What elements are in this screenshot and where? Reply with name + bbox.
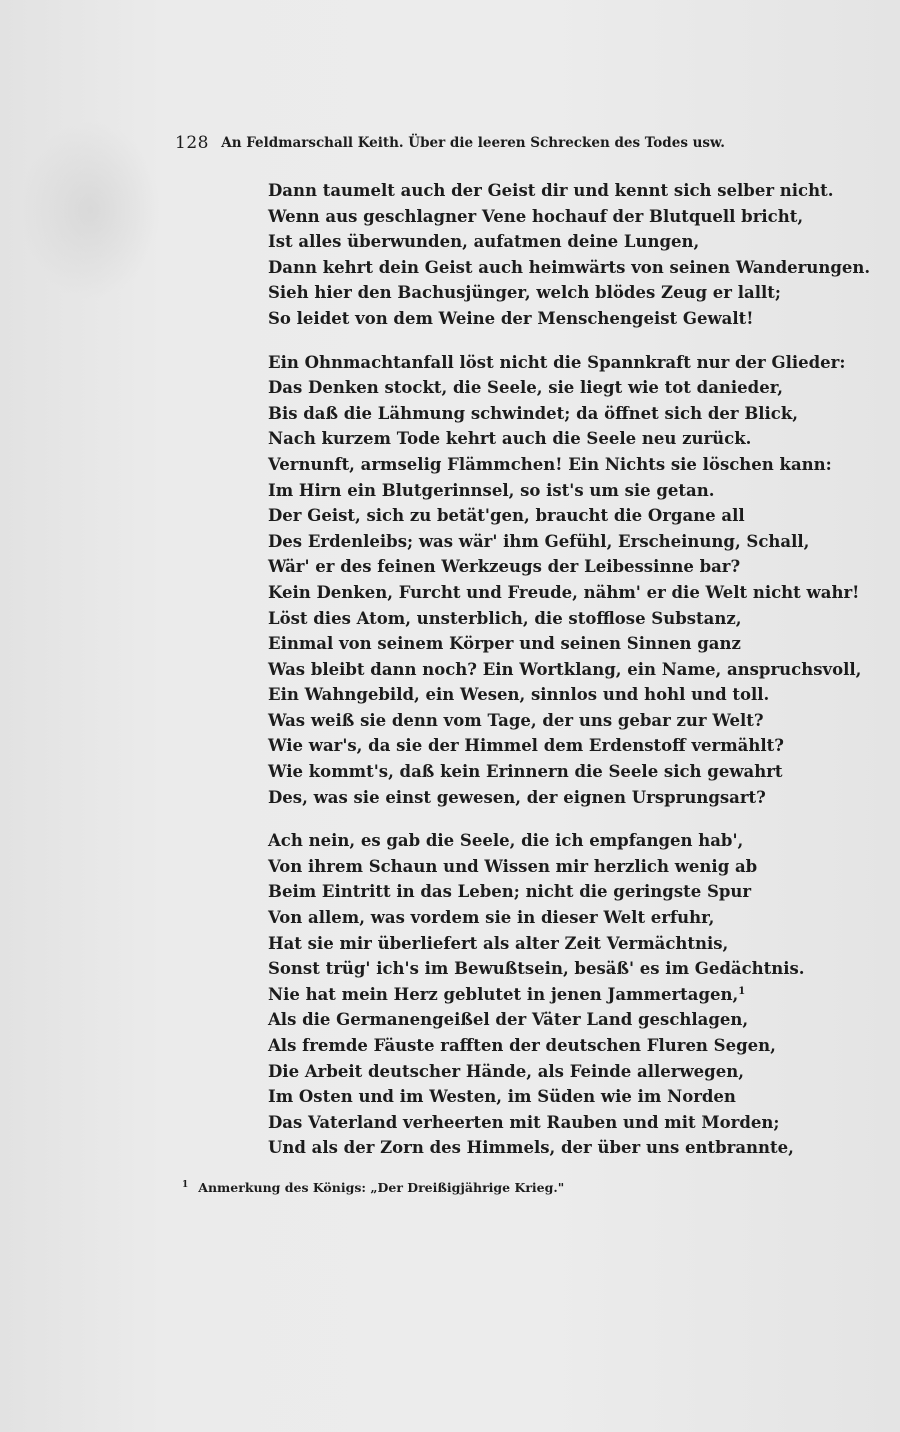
poem-line-text: Das Denken stockt, die Seele, sie liegt wie tot danieder,	[268, 378, 783, 398]
poem-line-text: Des, was sie einst gewesen, der eignen Ursprungsart?	[268, 787, 766, 807]
poem-line	[268, 1135, 828, 1161]
poem-line-text: Im Osten und im Westen, im Süden wie im Norden	[268, 1087, 736, 1107]
footnote-mark: 1	[182, 1180, 189, 1190]
poem-line	[268, 1059, 828, 1085]
poem-line	[268, 682, 828, 708]
poem-line-text: Einmal von seinem Körper und seinen Sinnen ganz	[268, 634, 741, 654]
poem-line	[268, 255, 871, 281]
poem-line	[268, 554, 828, 580]
stanza	[268, 178, 871, 332]
poem-line-text: Wenn aus geschlagner Vene hochauf der Blutquell bricht,	[268, 206, 804, 226]
poem-line-text: Im Hirn ein Blutgerinnsel, so ist's um sie getan.	[268, 480, 715, 500]
poem-line	[268, 606, 828, 632]
poem-line-text: Das Vaterland verheerten mit Rauben und mit Morden;	[268, 1112, 780, 1132]
poem-line	[268, 452, 832, 478]
poem-line	[268, 905, 828, 931]
poem-line-text: Von ihrem Schaun und Wissen mir herzlich wenig ab	[268, 856, 758, 876]
poem-line-text: Wie war's, da sie der Himmel dem Erdenstoff vermählt?	[268, 736, 784, 756]
poem-line	[268, 401, 828, 427]
poem-line-text: Nie hat mein Herz geblutet in jenen Jammertagen,	[268, 984, 739, 1004]
poem-line-text: Dann kehrt dein Geist auch heimwärts von seinen Wanderungen.	[268, 257, 871, 277]
poem-line-text: Sieh hier den Bachusjünger, welch blödes Zeug er lallt;	[268, 283, 781, 303]
poem-line-text: Dann taumelt auch der Geist dir und kennt sich selber nicht.	[268, 181, 834, 200]
poem-line-text: Nach kurzem Tode kehrt auch die Seele neu zurück.	[268, 429, 752, 449]
footnote	[182, 1180, 564, 1195]
poem-line-text: Als fremde Fäuste rafften der deutschen Fluren Segen,	[268, 1036, 776, 1055]
poem-line	[268, 280, 828, 306]
poem-line	[268, 631, 828, 657]
poem-line-text: Wär' er des feinen Werkzeugs der Leibessinne bar?	[268, 557, 741, 577]
poem-line-text: Ach nein, es gab die Seele, die ich empfangen hab',	[268, 831, 744, 851]
poem-line	[268, 529, 828, 555]
poem-line	[268, 785, 828, 811]
page-number: 128	[175, 133, 209, 153]
poem-line	[268, 879, 828, 905]
poem-line	[268, 956, 828, 982]
poem-line-text: Ein Ohnmachtanfall löst nicht die Spannkraft nur der Glieder:	[268, 352, 846, 372]
poem-line	[268, 1007, 828, 1033]
poem-line-text: Was bleibt dann noch? Ein Wortklang, ein Name, anspruchsvoll,	[268, 659, 862, 679]
poem-line	[268, 1084, 828, 1110]
poem-body	[268, 178, 871, 1161]
running-head: An Feldmarschall Keith. Über die leeren Schrecken des Todes usw.	[221, 135, 725, 151]
footnote-reference: 1	[738, 985, 746, 997]
poem-line-text: Und als der Zorn des Himmels, der über uns entbrannte,	[268, 1138, 794, 1158]
poem-line	[268, 204, 828, 230]
poem-line	[268, 657, 862, 683]
poem-line-text: Der Geist, sich zu betät'gen, braucht die Organe all	[268, 506, 745, 526]
poem-line-text: Von allem, was vordem sie in dieser Welt erfuhr,	[268, 908, 715, 928]
poem-line	[268, 708, 828, 734]
poem-line-text: Kein Denken, Furcht und Freude, nähm' er die Welt nicht wahr!	[268, 582, 860, 602]
poem-line-text: Als die Germanengeißel der Väter Land geschlagen,	[268, 1010, 749, 1030]
poem-line-text: Löst dies Atom, unsterblich, die stofflose Substanz,	[268, 608, 742, 628]
poem-line-text: Die Arbeit deutscher Hände, als Feinde allerwegen,	[268, 1061, 744, 1081]
poem-line	[268, 982, 828, 1008]
poem-line	[268, 854, 828, 880]
poem-line-text: Wie kommt's, daß kein Erinnern die Seele sich gewahrt	[268, 762, 783, 782]
poem-line	[268, 375, 828, 401]
poem-line	[268, 350, 846, 376]
poem-line-text: Beim Eintritt in das Leben; nicht die geringste Spur	[268, 882, 752, 902]
poem-line-text: Ein Wahngebild, ein Wesen, sinnlos und hohl und toll.	[268, 685, 770, 705]
poem-line-text: Hat sie mir überliefert als alter Zeit Vermächtnis,	[268, 933, 729, 953]
poem-line	[268, 503, 828, 529]
poem-line	[268, 580, 860, 606]
stanza	[268, 828, 828, 1161]
page-header	[175, 133, 725, 159]
poem-line-text: Was weiß sie denn vom Tage, der uns gebar zur Welt?	[268, 710, 764, 730]
poem-line-text: Ist alles überwunden, aufatmen deine Lungen,	[268, 232, 700, 252]
poem-line-text: Des Erdenleibs; was wär' ihm Gefühl, Erscheinung, Schall,	[268, 531, 810, 551]
poem-line	[268, 478, 828, 504]
poem-line-text: Sonst trüg' ich's im Bewußtsein, besäß' es im Gedächtnis.	[268, 959, 805, 979]
poem-line	[268, 306, 828, 332]
poem-line	[268, 759, 828, 785]
poem-line	[268, 1110, 828, 1136]
poem-line	[268, 1033, 828, 1059]
poem-line	[268, 931, 828, 957]
poem-line	[268, 178, 834, 204]
poem-line-text: So leidet von dem Weine der Menschengeist Gewalt!	[268, 308, 754, 328]
footnote-text: Anmerkung des Königs: „Der Dreißigjährige Krieg."	[198, 1180, 565, 1195]
poem-line-text: Bis daß die Lähmung schwindet; da öffnet sich der Blick,	[268, 403, 799, 423]
stanza	[268, 350, 862, 811]
poem-line	[268, 229, 828, 255]
poem-line	[268, 828, 828, 854]
poem-line	[268, 426, 828, 452]
poem-line-text: Vernunft, armselig Flämmchen! Ein Nichts sie löschen kann:	[268, 454, 832, 474]
page-stain	[20, 120, 160, 300]
poem-line	[268, 733, 828, 759]
